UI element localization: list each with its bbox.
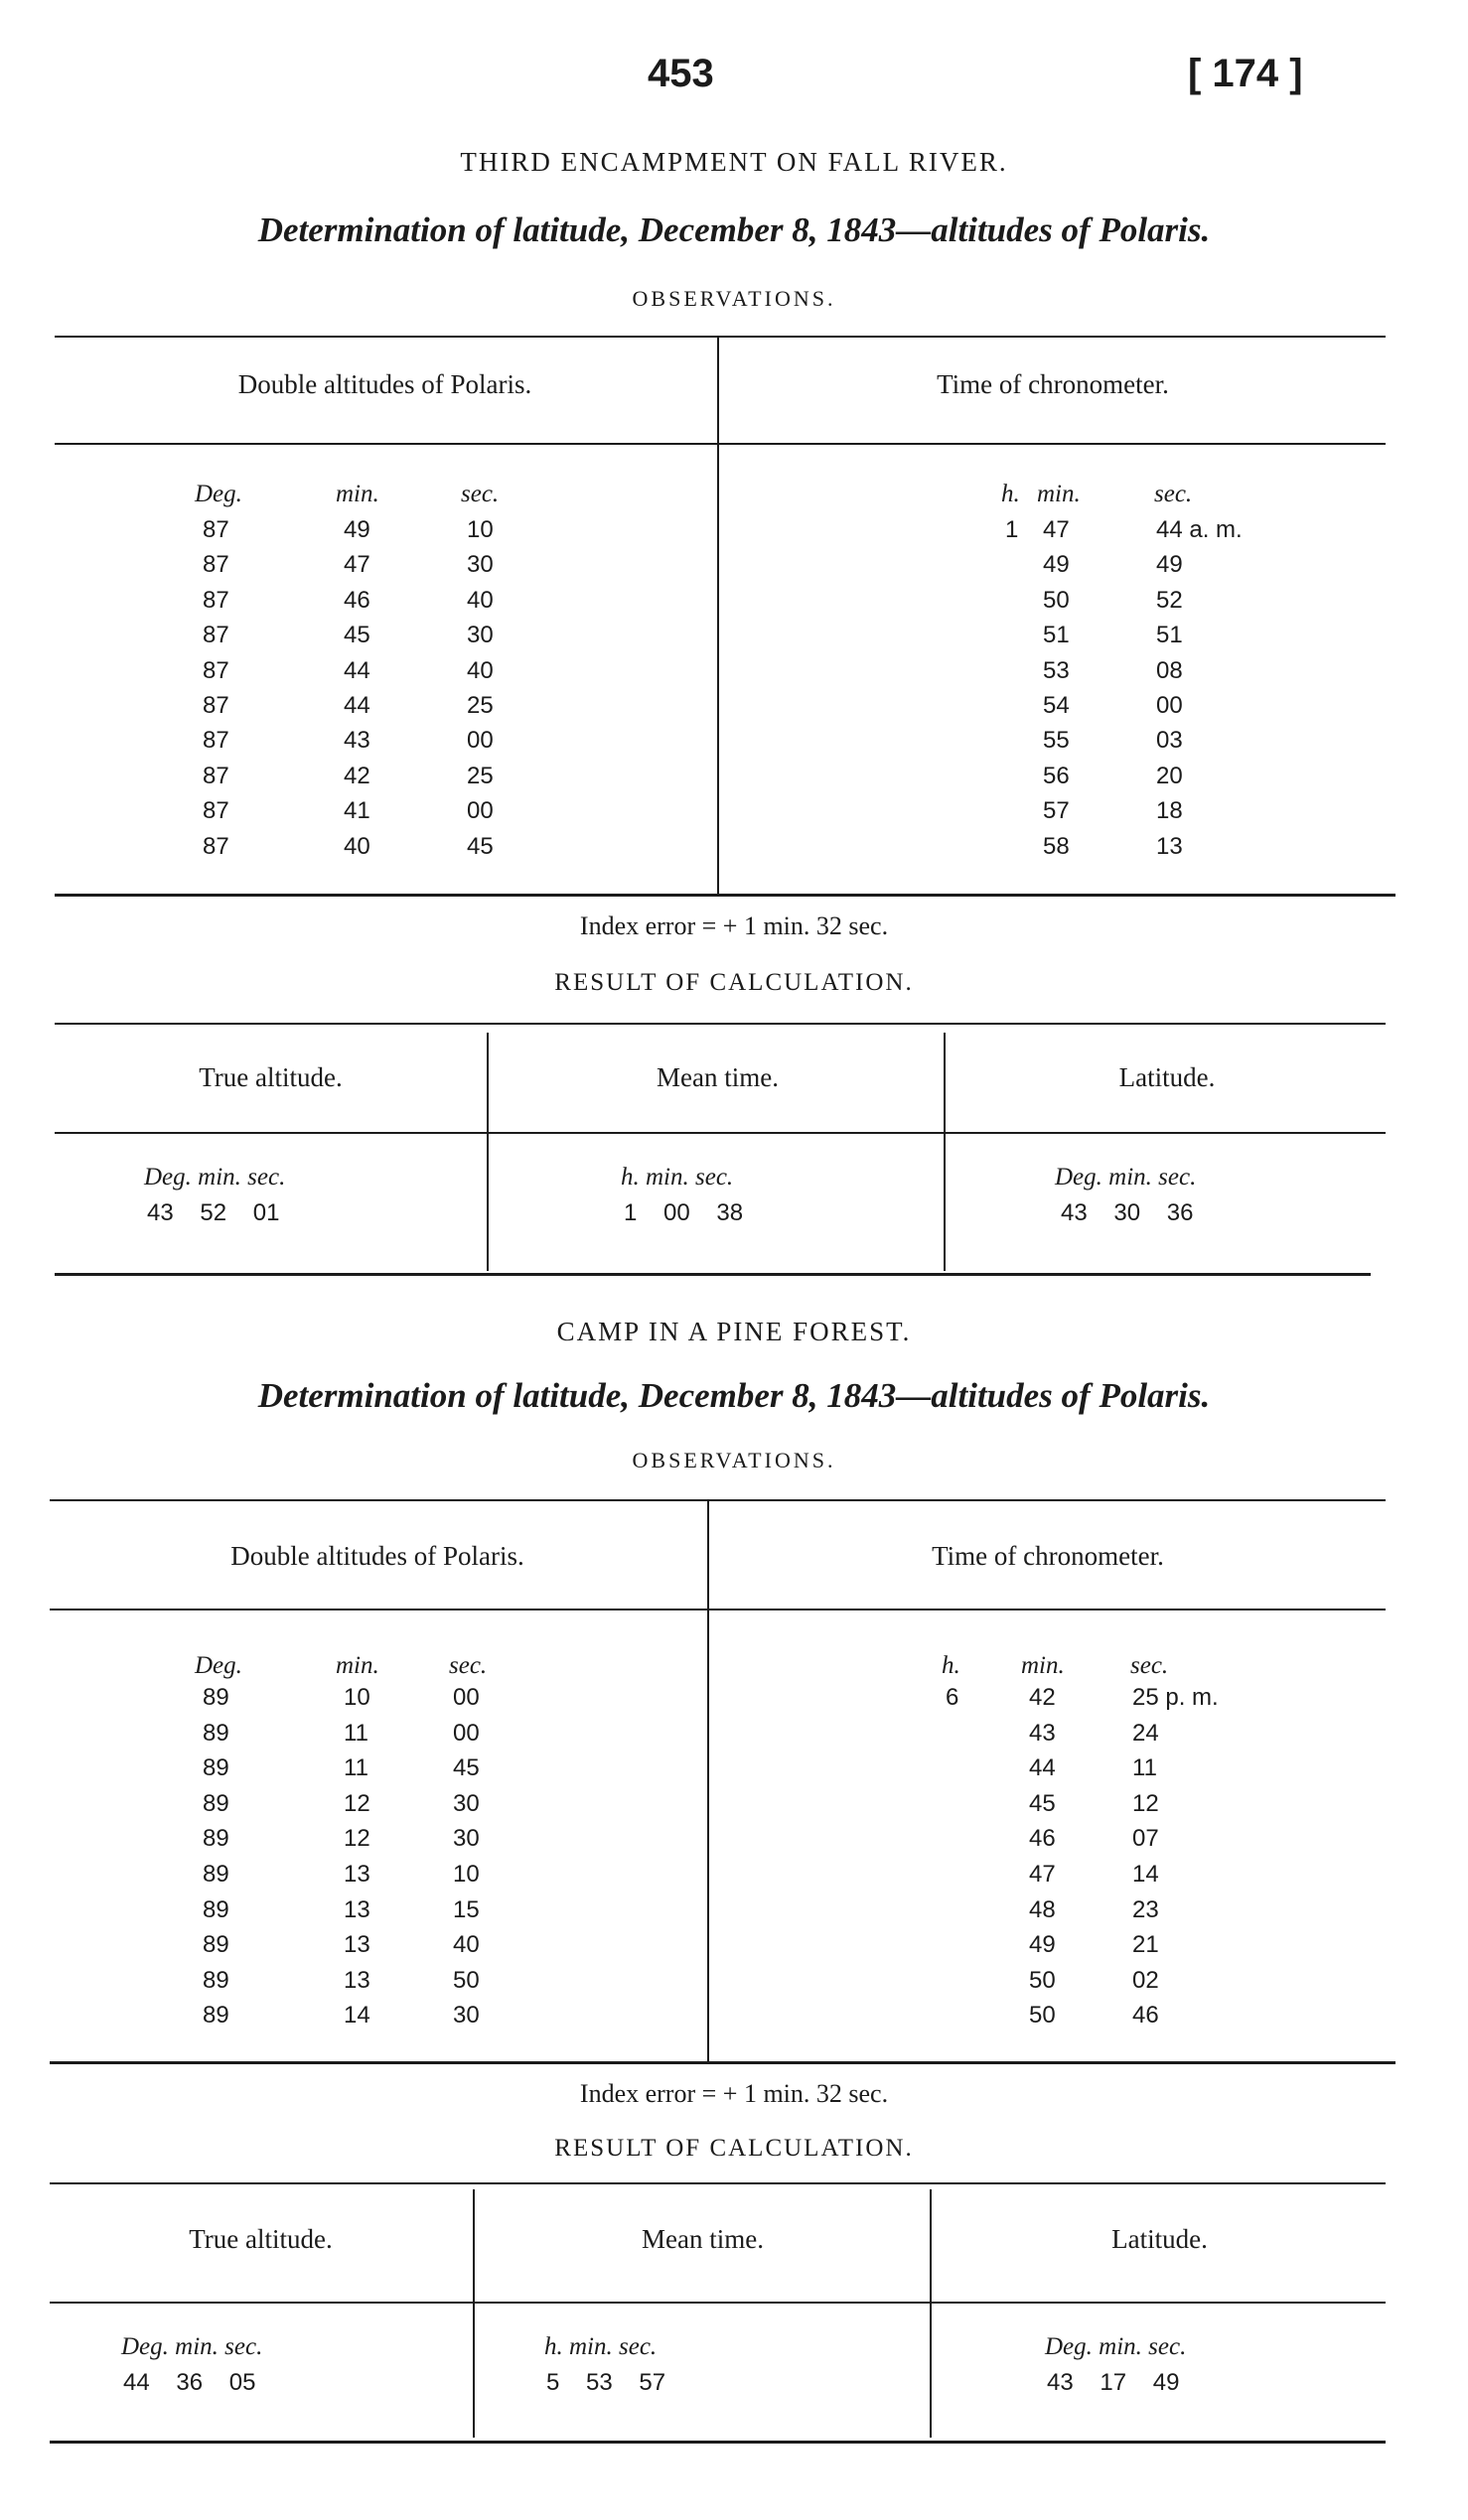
cell-minutes: 41	[344, 797, 370, 825]
result-value-mean-time: 1 00 38	[624, 1199, 744, 1226]
cell-time-minutes: 48	[1029, 1895, 1056, 1923]
cell-time-minutes: 55	[1043, 727, 1070, 755]
header-rule	[55, 443, 1386, 445]
cell-time-minutes: 50	[1029, 2002, 1056, 2030]
cell-seconds: 50	[453, 1966, 480, 1994]
cell-seconds: 45	[467, 832, 494, 860]
cell-time-minutes: 54	[1043, 692, 1070, 719]
cell-seconds: 30	[467, 551, 494, 579]
result-value-latitude: 43 17 49	[1047, 2369, 1180, 2396]
cell-degrees: 89	[203, 1895, 229, 1923]
unit-deg: Deg.	[195, 481, 242, 507]
result-units-mean-time: h. min. sec.	[621, 1164, 734, 1190]
cell-time-minutes: 58	[1043, 832, 1070, 860]
cell-minutes: 47	[344, 551, 370, 579]
cell-degrees: 89	[203, 1754, 229, 1782]
cell-time-seconds: 00	[1156, 692, 1183, 719]
table-bottom-rule	[55, 894, 1395, 897]
unit-time-sec: sec.	[1130, 1652, 1169, 1679]
cell-time-seconds: 46	[1132, 2002, 1159, 2030]
column-header-double-altitudes: Double altitudes of Polaris.	[230, 1541, 524, 1571]
unit-min: min.	[336, 1652, 379, 1679]
index-error: Index error = + 1 min. 32 sec.	[579, 2079, 889, 2108]
result-value-latitude: 43 30 36	[1061, 1199, 1194, 1226]
cell-degrees: 87	[203, 551, 229, 579]
cell-minutes: 11	[344, 1719, 368, 1747]
result-units-latitude: Deg. min. sec.	[1045, 2333, 1187, 2360]
cell-seconds: 30	[453, 1825, 480, 1853]
table-row	[0, 587, 1468, 622]
cell-time-seconds: 14	[1132, 1861, 1159, 1888]
observations-label: OBSERVATIONS.	[632, 286, 836, 311]
table-row	[0, 1754, 1468, 1789]
cell-minutes: 45	[344, 622, 370, 649]
cell-time-minutes: 53	[1043, 656, 1070, 684]
result-header-latitude: Latitude.	[1118, 1062, 1216, 1092]
section-subtitle: Determination of latitude, December 8, 1843—altitudes of Polaris.	[257, 210, 1211, 249]
cell-time-seconds: 08	[1156, 656, 1183, 684]
cell-seconds: 10	[467, 516, 494, 543]
result-divider-1	[473, 2189, 475, 2438]
section-title: THIRD ENCAMPMENT ON FALL RIVER.	[460, 147, 1008, 177]
cell-degrees: 89	[203, 1719, 229, 1747]
cell-degrees: 87	[203, 586, 229, 614]
table-row	[0, 1790, 1468, 1825]
cell-time-seconds: 20	[1156, 762, 1183, 789]
column-header-double-altitudes: Double altitudes of Polaris.	[237, 369, 532, 399]
table-row	[0, 1684, 1468, 1719]
cell-minutes: 10	[344, 1684, 370, 1711]
cell-degrees: 89	[203, 1931, 229, 1959]
cell-time-minutes: 51	[1043, 622, 1070, 649]
observations-label: OBSERVATIONS.	[632, 1448, 836, 1472]
cell-minutes: 13	[344, 1895, 370, 1923]
result-header-mean-time: Mean time.	[657, 1062, 779, 1092]
cell-time-seconds: 11	[1132, 1754, 1157, 1782]
cell-time-seconds: 13	[1156, 832, 1183, 860]
unit-time-sec: sec.	[1154, 481, 1193, 507]
result-divider-2	[930, 2189, 932, 2438]
cell-minutes: 40	[344, 832, 370, 860]
cell-minutes: 11	[344, 1754, 368, 1782]
cell-time-minutes: 50	[1043, 586, 1070, 614]
table-top-rule	[50, 1499, 1386, 1501]
cell-seconds: 15	[453, 1895, 480, 1923]
cell-time-minutes: 47	[1043, 516, 1070, 543]
table-row	[0, 833, 1468, 868]
unit-deg: Deg.	[195, 1652, 242, 1679]
table-row	[0, 727, 1468, 762]
cell-seconds: 00	[467, 797, 494, 825]
table-bottom-rule	[50, 2061, 1395, 2064]
cell-seconds: 00	[453, 1684, 480, 1711]
cell-time-seconds: 44 a. m.	[1156, 516, 1243, 543]
result-header-rule	[50, 2302, 1386, 2304]
cell-seconds: 40	[467, 586, 494, 614]
header-rule	[50, 1609, 1386, 1610]
cell-minutes: 46	[344, 586, 370, 614]
cell-degrees: 89	[203, 1789, 229, 1817]
cell-time-minutes: 47	[1029, 1861, 1056, 1888]
units-row	[0, 1652, 1468, 1687]
result-units-true-altitude: Deg. min. sec.	[144, 1164, 286, 1190]
cell-seconds: 30	[453, 2002, 480, 2030]
cell-seconds: 25	[467, 762, 494, 789]
result-header-rule	[55, 1132, 1386, 1134]
cell-degrees: 89	[203, 1861, 229, 1888]
cell-time-seconds: 52	[1156, 586, 1183, 614]
cell-seconds: 25	[467, 692, 494, 719]
table-row	[0, 1720, 1468, 1754]
cell-seconds: 10	[453, 1861, 480, 1888]
cell-time-minutes: 42	[1029, 1684, 1056, 1711]
cell-time-minutes: 50	[1029, 1966, 1056, 1994]
table-row	[0, 1861, 1468, 1895]
cell-time-seconds: 49	[1156, 551, 1183, 579]
unit-sec: sec.	[461, 481, 500, 507]
cell-minutes: 49	[344, 516, 370, 543]
unit-time-min: min.	[1021, 1652, 1065, 1679]
cell-minutes: 13	[344, 1861, 370, 1888]
result-top-rule	[55, 1023, 1386, 1025]
cell-seconds: 00	[467, 727, 494, 755]
table-row	[0, 516, 1468, 551]
cell-time-seconds: 51	[1156, 622, 1183, 649]
cell-time-seconds: 21	[1132, 1931, 1159, 1959]
result-value-true-altitude: 44 36 05	[123, 2369, 256, 2396]
table-row	[0, 2002, 1468, 2036]
result-header-true-altitude: True altitude.	[199, 1062, 343, 1092]
cell-minutes: 12	[344, 1825, 370, 1853]
section-subtitle: Determination of latitude, December 8, 1843—altitudes of Polaris.	[257, 1376, 1211, 1415]
result-value-true-altitude: 43 52 01	[147, 1199, 280, 1226]
cell-minutes: 12	[344, 1789, 370, 1817]
cell-time-seconds: 23	[1132, 1895, 1159, 1923]
column-header-chronometer-time: Time of chronometer.	[932, 1541, 1164, 1571]
cell-degrees: 87	[203, 516, 229, 543]
cell-degrees: 87	[203, 797, 229, 825]
unit-h: h.	[942, 1652, 960, 1679]
table-row	[0, 797, 1468, 832]
cell-hour: 1	[1005, 516, 1019, 543]
cell-minutes: 44	[344, 656, 370, 684]
cell-degrees: 89	[203, 1825, 229, 1853]
cell-minutes: 44	[344, 692, 370, 719]
cell-seconds: 30	[467, 622, 494, 649]
cell-minutes: 13	[344, 1931, 370, 1959]
table-row	[0, 692, 1468, 727]
table-row	[0, 1931, 1468, 1966]
cell-seconds: 45	[453, 1754, 480, 1782]
result-top-rule	[50, 2182, 1386, 2184]
cell-time-minutes: 43	[1029, 1719, 1056, 1747]
result-divider-1	[487, 1033, 489, 1271]
cell-time-seconds: 02	[1132, 1966, 1159, 1994]
cell-time-minutes: 56	[1043, 762, 1070, 789]
section-title: CAMP IN A PINE FOREST.	[556, 1317, 912, 1346]
cell-degrees: 89	[203, 2002, 229, 2030]
cell-time-minutes: 45	[1029, 1789, 1056, 1817]
table-row	[0, 1896, 1468, 1931]
cell-degrees: 87	[203, 622, 229, 649]
unit-min: min.	[336, 481, 379, 507]
unit-sec: sec.	[449, 1652, 488, 1679]
result-label: RESULT OF CALCULATION.	[554, 2135, 914, 2162]
cell-seconds: 40	[467, 656, 494, 684]
column-header-chronometer-time: Time of chronometer.	[937, 369, 1169, 399]
cell-time-seconds: 18	[1156, 797, 1183, 825]
units-row	[0, 481, 1468, 515]
table-row	[0, 657, 1468, 692]
cell-seconds: 30	[453, 1789, 480, 1817]
result-header-mean-time: Mean time.	[642, 2224, 764, 2254]
cell-degrees: 87	[203, 832, 229, 860]
table-top-rule	[55, 336, 1386, 338]
cell-time-seconds: 25 p. m.	[1132, 1684, 1219, 1711]
cell-degrees: 89	[203, 1684, 229, 1711]
cell-minutes: 43	[344, 727, 370, 755]
result-header-true-altitude: True altitude.	[189, 2224, 333, 2254]
bracket-page-number: [ 174 ]	[1188, 52, 1303, 95]
cell-time-minutes: 57	[1043, 797, 1070, 825]
cell-seconds: 00	[453, 1719, 480, 1747]
index-error: Index error = + 1 min. 32 sec.	[579, 911, 889, 940]
result-value-mean-time: 5 53 57	[546, 2369, 666, 2396]
result-units-latitude: Deg. min. sec.	[1055, 1164, 1197, 1190]
result-units-mean-time: h. min. sec.	[544, 2333, 658, 2360]
cell-degrees: 87	[203, 727, 229, 755]
unit-time-min: min.	[1037, 481, 1081, 507]
unit-h: h.	[1001, 481, 1020, 507]
cell-hour: 6	[946, 1684, 959, 1711]
cell-time-minutes: 44	[1029, 1754, 1056, 1782]
cell-time-seconds: 12	[1132, 1789, 1159, 1817]
result-bottom-rule	[50, 2441, 1386, 2444]
cell-minutes: 13	[344, 1966, 370, 1994]
cell-degrees: 87	[203, 762, 229, 789]
cell-minutes: 42	[344, 762, 370, 789]
cell-time-minutes: 46	[1029, 1825, 1056, 1853]
cell-degrees: 89	[203, 1966, 229, 1994]
page-number: 453	[648, 52, 714, 95]
cell-seconds: 40	[453, 1931, 480, 1959]
result-bottom-rule	[55, 1273, 1371, 1276]
cell-time-seconds: 07	[1132, 1825, 1159, 1853]
result-units-true-altitude: Deg. min. sec.	[121, 2333, 263, 2360]
table-row	[0, 1825, 1468, 1860]
cell-time-minutes: 49	[1043, 551, 1070, 579]
result-label: RESULT OF CALCULATION.	[554, 969, 914, 996]
table-row	[0, 1967, 1468, 2002]
cell-minutes: 14	[344, 2002, 370, 2030]
cell-time-seconds: 24	[1132, 1719, 1159, 1747]
cell-degrees: 87	[203, 692, 229, 719]
table-row	[0, 551, 1468, 586]
cell-degrees: 87	[203, 656, 229, 684]
cell-time-seconds: 03	[1156, 727, 1183, 755]
result-header-latitude: Latitude.	[1111, 2224, 1208, 2254]
result-divider-2	[944, 1033, 946, 1271]
table-row	[0, 622, 1468, 656]
cell-time-minutes: 49	[1029, 1931, 1056, 1959]
table-row	[0, 763, 1468, 797]
